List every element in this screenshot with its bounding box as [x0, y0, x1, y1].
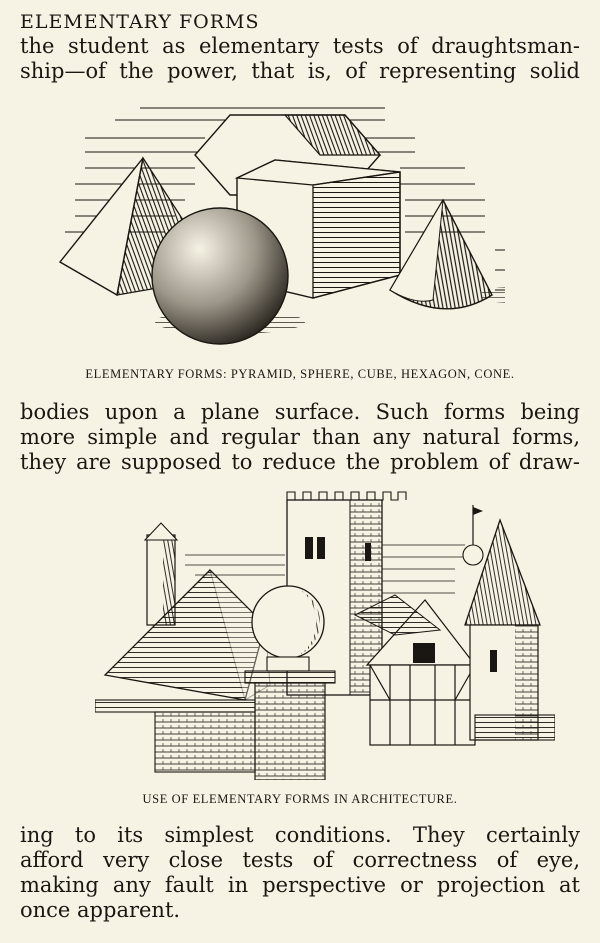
architecture-illustration [95, 485, 555, 780]
sphere-finial [245, 586, 335, 780]
text-line: ing to its simplest conditions. They certainly [20, 823, 580, 847]
timbered-house [355, 595, 475, 745]
figure-1-caption: ELEMENTARY FORMS: PYRAMID, SPHERE, CUBE, HEXAGON, CONE. [85, 367, 515, 381]
text-line: the student as elementary tests of draughtsman- [20, 34, 580, 58]
conical-turret [463, 505, 540, 740]
text-line: once apparent. [20, 898, 181, 922]
text-line: ship—of the power, that is, of representing solid [20, 59, 580, 83]
text-line: bodies upon a plane surface. Such forms being [20, 400, 580, 424]
text-line: more simple and regular than any natural forms, [20, 425, 580, 449]
running-head: ELEMENTARY FORMS [20, 11, 260, 33]
text-line: afford very close tests of correctness of eye, [20, 848, 580, 872]
paragraph-1 [20, 34, 580, 84]
text-line: making any fault in perspective or projection at [20, 873, 580, 897]
architecture-drawing [95, 485, 555, 780]
figure-2-caption: USE OF ELEMENTARY FORMS IN ARCHITECTURE. [142, 792, 458, 806]
paragraph-3 [20, 823, 580, 923]
paragraph-2 [20, 400, 580, 475]
elementary-forms-drawing [55, 100, 505, 355]
text-line: they are supposed to reduce the problem of draw- [20, 450, 580, 474]
elementary-forms-illustration [55, 100, 505, 355]
